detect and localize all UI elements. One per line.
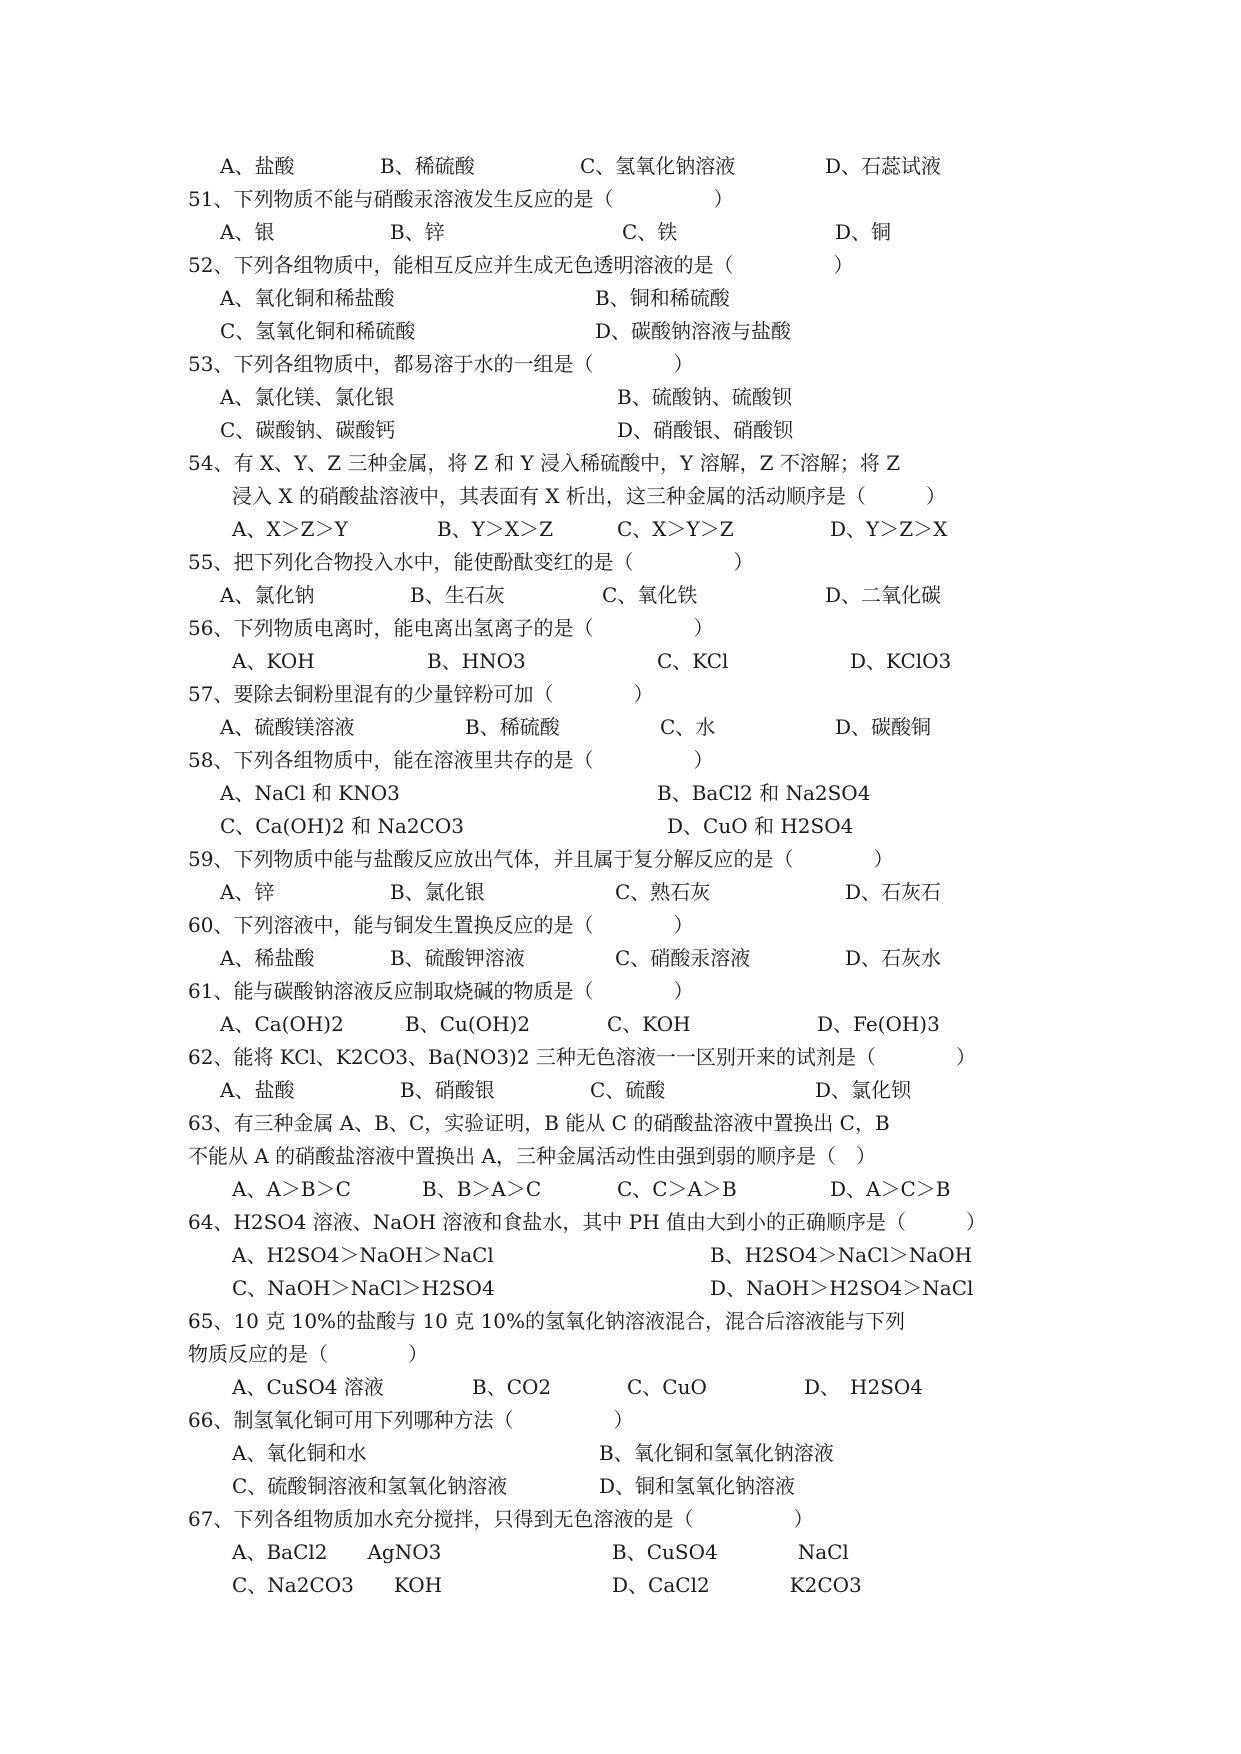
answer-options-row	[232, 513, 1132, 545]
question-text: 60、下列溶液中，能与铜发生置换反应的是（ ）	[188, 913, 694, 937]
answer-option: A、A＞B＞C	[232, 1177, 351, 1201]
answer-option: B、BaCl2 和 Na2SO4	[657, 781, 871, 805]
answer-option: C、KOH	[607, 1012, 691, 1036]
answer-option: B、稀硫酸	[465, 715, 560, 739]
question-text: 55、把下列化合物投入水中，能使酚酞变红的是（ ）	[188, 550, 754, 574]
answer-option: D、铜	[835, 220, 892, 244]
answer-options-row	[220, 414, 1120, 446]
answer-option: C、熟石灰	[615, 880, 711, 904]
answer-option: B、生石灰	[410, 583, 505, 607]
answer-option: D、氯化钡	[815, 1078, 912, 1102]
question-text: 65、10 克 10%的盐酸与 10 克 10%的氢氧化钠溶液混合，混合后溶液能与下列	[188, 1309, 906, 1333]
answer-options-row	[220, 876, 1120, 908]
answer-option: B、氧化铜和氢氧化钠溶液	[599, 1441, 834, 1465]
answer-options-row	[232, 1272, 1132, 1304]
question-text: 57、要除去铜粉里混有的少量锌粉可加（ ）	[188, 682, 654, 706]
answer-options-row	[220, 1074, 1120, 1106]
question-text: 56、下列物质电离时，能电离出氢离子的是（ ）	[188, 616, 714, 640]
answer-options-row	[220, 777, 1120, 809]
question-text: 物质反应的是（ ）	[188, 1342, 428, 1366]
question-text: 62、能将 KCl、K2CO3、Ba(NO3)2 三种无色溶液一一区别开来的试剂是（ ）	[188, 1045, 976, 1069]
answer-option: D、KClO3	[850, 649, 952, 673]
answer-options-row	[220, 216, 1120, 248]
answer-option: D、 H2SO4	[804, 1375, 924, 1399]
answer-option: B、稀硫酸	[380, 154, 475, 178]
answer-option: D、石蕊试液	[825, 154, 942, 178]
answer-option: D、石灰水	[845, 946, 942, 970]
answer-option: B、CuSO4 NaCl	[612, 1540, 849, 1564]
answer-option: C、水	[660, 715, 716, 739]
question-text: 52、下列各组物质中，能相互反应并生成无色透明溶液的是（ ）	[188, 253, 854, 277]
answer-options-row	[220, 282, 1120, 314]
answer-option: A、BaCl2 AgNO3	[232, 1540, 442, 1564]
answer-option: B、锌	[390, 220, 445, 244]
answer-option: A、H2SO4＞NaOH＞NaCl	[232, 1243, 494, 1267]
answer-options-row	[220, 942, 1120, 974]
answer-option: D、石灰石	[845, 880, 942, 904]
answer-option: C、氢氧化钠溶液	[580, 154, 736, 178]
answer-option: A、Ca(OH)2	[220, 1012, 344, 1036]
answer-option: A、X＞Z＞Y	[232, 517, 348, 541]
answer-option: D、CaCl2 K2CO3	[612, 1573, 862, 1597]
answer-option: B、Cu(OH)2	[405, 1012, 531, 1036]
answer-option: A、锌	[220, 880, 275, 904]
answer-option: D、二氧化碳	[825, 583, 942, 607]
answer-option: A、盐酸	[220, 154, 295, 178]
question-text: 51、下列物质不能与硝酸汞溶液发生反应的是（ ）	[188, 187, 734, 211]
answer-options-row	[220, 711, 1120, 743]
answer-option: A、硫酸镁溶液	[220, 715, 355, 739]
answer-option: C、硫酸	[590, 1078, 666, 1102]
answer-option: C、氢氧化铜和稀硫酸	[220, 319, 416, 343]
answer-option: B、硫酸钠、硫酸钡	[617, 385, 792, 409]
answer-option: A、氧化铜和水	[232, 1441, 367, 1465]
question-text: 64、H2SO4 溶液、NaOH 溶液和食盐水，其中 PH 值由大到小的正确顺序是（ ）	[188, 1210, 987, 1234]
answer-options-row	[232, 1470, 1132, 1502]
question-text: 66、制氢氧化铜可用下列哪种方法（ ）	[188, 1408, 634, 1432]
answer-options-row	[232, 645, 1132, 677]
question-text: 63、有三种金属 A、B、C，实验证明，B 能从 C 的硝酸盐溶液中置换出 C，B	[188, 1111, 890, 1135]
answer-option: A、银	[220, 220, 275, 244]
answer-options-row	[232, 1371, 1132, 1403]
answer-option: C、碳酸钠、碳酸钙	[220, 418, 396, 442]
answer-option: A、氯化镁、氯化银	[220, 385, 395, 409]
answer-option: A、CuSO4 溶液	[232, 1375, 384, 1399]
answer-option: B、硝酸银	[400, 1078, 495, 1102]
question-text: 61、能与碳酸钠溶液反应制取烧碱的物质是（ ）	[188, 979, 694, 1003]
answer-option: A、氯化钠	[220, 583, 315, 607]
answer-options-row	[232, 1173, 1132, 1205]
answer-option: A、盐酸	[220, 1078, 295, 1102]
answer-option: D、A＞C＞B	[830, 1177, 951, 1201]
question-text: 不能从 A 的硝酸盐溶液中置换出 A，三种金属活动性由强到弱的顺序是（ ）	[188, 1144, 876, 1168]
answer-option: C、C＞A＞B	[617, 1177, 737, 1201]
answer-options-row	[232, 1536, 1132, 1568]
answer-option: C、Na2CO3 KOH	[232, 1573, 443, 1597]
answer-option: D、碳酸钠溶液与盐酸	[595, 319, 792, 343]
answer-option: C、X＞Y＞Z	[617, 517, 734, 541]
answer-option: A、KOH	[232, 649, 315, 673]
answer-option: D、CuO 和 H2SO4	[667, 814, 854, 838]
answer-option: C、硫酸铜溶液和氢氧化钠溶液	[232, 1474, 508, 1498]
answer-option: B、CO2	[472, 1375, 552, 1399]
answer-option: D、Y＞Z＞X	[830, 517, 948, 541]
answer-option: D、碳酸铜	[835, 715, 932, 739]
answer-option: C、Ca(OH)2 和 Na2CO3	[220, 814, 464, 838]
answer-options-row	[220, 150, 1120, 182]
answer-option: D、铜和氢氧化钠溶液	[599, 1474, 796, 1498]
answer-options-row	[220, 579, 1120, 611]
answer-option: C、NaOH＞NaCl＞H2SO4	[232, 1276, 495, 1300]
question-text: 53、下列各组物质中，都易溶于水的一组是（ ）	[188, 352, 694, 376]
answer-option: A、NaCl 和 KNO3	[220, 781, 400, 805]
answer-options-row	[220, 315, 1120, 347]
answer-option: B、HNO3	[427, 649, 526, 673]
answer-option: C、铁	[622, 220, 678, 244]
answer-option: B、Y＞X＞Z	[437, 517, 554, 541]
question-text: 59、下列物质中能与盐酸反应放出气体，并且属于复分解反应的是（ ）	[188, 847, 894, 871]
answer-option: B、氯化银	[390, 880, 485, 904]
question-text: 54、有 X、Y、Z 三种金属，将 Z 和 Y 浸入稀硫酸中，Y 溶解，Z 不溶解；将 Z	[188, 451, 901, 475]
answer-option: B、硫酸钾溶液	[390, 946, 525, 970]
answer-option: B、铜和稀硫酸	[595, 286, 730, 310]
answer-option: B、B＞A＞C	[422, 1177, 542, 1201]
answer-options-row	[220, 810, 1120, 842]
answer-option: C、氧化铁	[602, 583, 698, 607]
answer-option: A、稀盐酸	[220, 946, 315, 970]
answer-options-row	[232, 1239, 1132, 1271]
answer-option: D、Fe(OH)3	[817, 1012, 940, 1036]
answer-option: C、KCl	[657, 649, 729, 673]
answer-option: D、硝酸银、硝酸钡	[617, 418, 794, 442]
answer-options-row	[232, 1437, 1132, 1469]
answer-option: D、NaOH＞H2SO4＞NaCl	[710, 1276, 974, 1300]
answer-options-row	[220, 1008, 1120, 1040]
question-text: 浸入 X 的硝酸盐溶液中，其表面有 X 析出，这三种金属的活动顺序是（ ）	[232, 484, 946, 508]
answer-option: C、硝酸汞溶液	[615, 946, 751, 970]
answer-options-row	[232, 1569, 1132, 1601]
answer-options-row	[220, 381, 1120, 413]
answer-option: B、H2SO4＞NaCl＞NaOH	[710, 1243, 973, 1267]
question-text: 67、下列各组物质加水充分搅拌，只得到无色溶液的是（ ）	[188, 1507, 814, 1531]
answer-option: A、氧化铜和稀盐酸	[220, 286, 395, 310]
question-text: 58、下列各组物质中，能在溶液里共存的是（ ）	[188, 748, 714, 772]
answer-option: C、CuO	[627, 1375, 707, 1399]
